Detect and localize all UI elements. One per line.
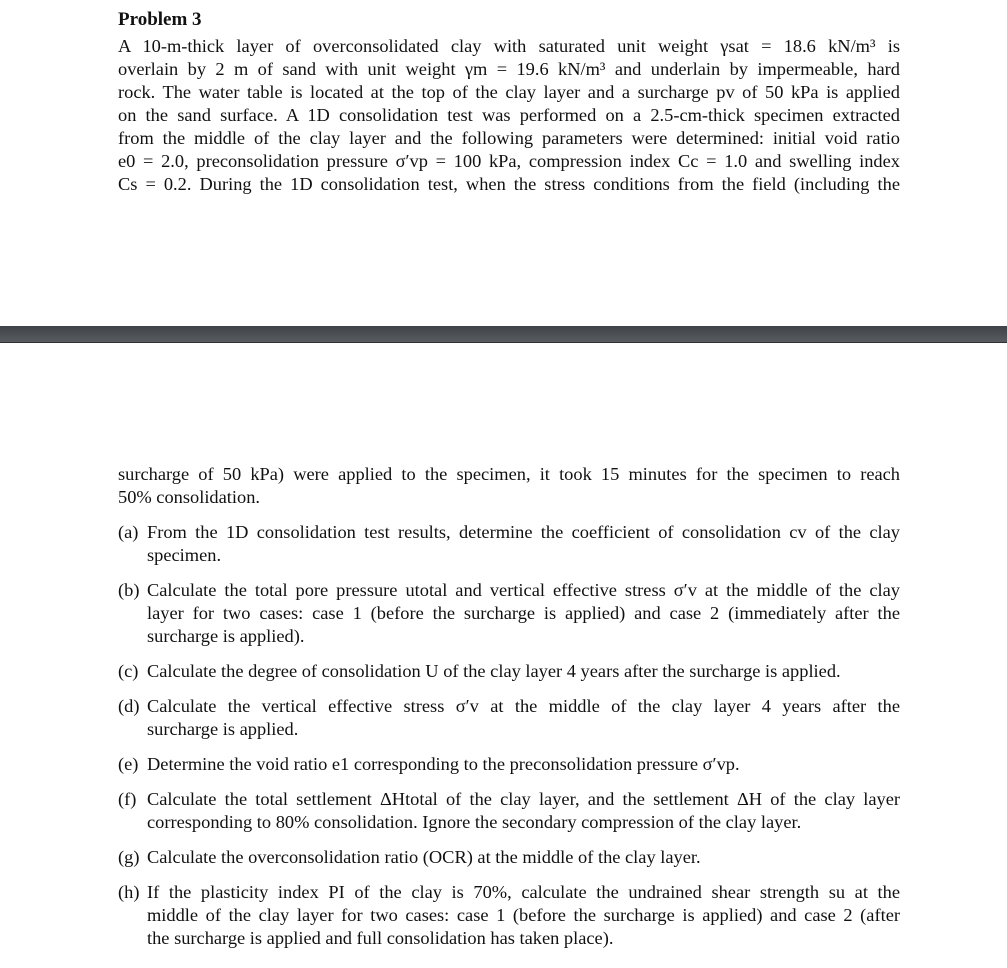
question-text <box>147 695 900 741</box>
question-line: surcharge is applied. <box>147 719 299 739</box>
question-item-e <box>118 753 900 776</box>
problem-heading: Problem 3 <box>118 9 202 30</box>
question-item-f <box>118 788 900 834</box>
question-line: specimen. <box>147 545 222 565</box>
question-line: Determine the void ratio e1 corresponding to the preconsolidation pressure σ′vp. <box>147 754 740 774</box>
problem-statement-top <box>118 8 900 196</box>
question-item-a <box>118 521 900 567</box>
question-line: Calculate the total pore pressure utotal and vertical effective stress σ′v at the middle of the clay <box>147 580 900 600</box>
question-text <box>147 788 900 834</box>
intro-line: rock. The water table is located at the top of the clay layer and a surcharge pv of 50 kPa is applied <box>118 82 900 102</box>
question-label: (c) <box>118 661 139 681</box>
question-text <box>147 881 900 950</box>
question-item-d <box>118 695 900 741</box>
question-list <box>118 521 900 950</box>
question-text <box>147 753 900 776</box>
intro-line: from the middle of the clay layer and the following parameters were determined: initial void ratio <box>118 128 900 148</box>
continuation-line: 50% consolidation. <box>118 487 260 507</box>
question-text <box>147 579 900 648</box>
question-line: Calculate the total settlement ΔHtotal of the clay layer, and the settlement ΔH of the clay layer <box>147 789 900 809</box>
problem-continuation-paragraph <box>118 463 900 509</box>
question-label: (b) <box>118 580 140 600</box>
problem-intro-paragraph <box>118 35 900 196</box>
question-label: (e) <box>118 754 139 774</box>
problem-statement-bottom <box>118 463 900 950</box>
question-item-b <box>118 579 900 648</box>
question-label: (a) <box>118 522 139 542</box>
intro-line: overlain by 2 m of sand with unit weight γm = 19.6 kN/m³ and underlain by impermeable, hard <box>118 59 900 79</box>
question-label: (d) <box>118 696 140 716</box>
intro-line: e0 = 2.0, preconsolidation pressure σ′vp = 100 kPa, compression index Cc = 1.0 and swelling index <box>118 151 900 171</box>
intro-line: Cs = 0.2. During the 1D consolidation test, when the stress conditions from the field (including the <box>118 174 900 194</box>
question-label: (g) <box>118 847 140 867</box>
page-break-divider <box>0 326 1007 343</box>
question-text <box>147 521 900 567</box>
question-line: the surcharge is applied and full consolidation has taken place). <box>147 928 614 948</box>
question-text <box>147 660 900 683</box>
question-item-c <box>118 660 900 683</box>
intro-line: A 10-m-thick layer of overconsolidated clay with saturated unit weight γsat = 18.6 kN/m³ is <box>118 36 900 56</box>
question-line: layer for two cases: case 1 (before the surcharge is applied) and case 2 (immediately after the <box>147 603 900 623</box>
question-line: Calculate the degree of consolidation U of the clay layer 4 years after the surcharge is applied. <box>147 661 841 681</box>
question-line: corresponding to 80% consolidation. Ignore the secondary compression of the clay layer. <box>147 812 802 832</box>
question-line: If the plasticity index PI of the clay is 70%, calculate the undrained shear strength su at the <box>147 882 900 902</box>
intro-line: on the sand surface. A 1D consolidation test was performed on a 2.5-cm-thick specimen extracted <box>118 105 900 125</box>
continuation-line: surcharge of 50 kPa) were applied to the specimen, it took 15 minutes for the specimen to reach <box>118 464 900 484</box>
question-line: middle of the clay layer for two cases: case 1 (before the surcharge is applied) and case 2 (after <box>147 905 900 925</box>
question-line: From the 1D consolidation test results, determine the coefficient of consolidation cv of the clay <box>147 522 900 542</box>
question-label: (f) <box>118 789 137 809</box>
question-line: Calculate the overconsolidation ratio (OCR) at the middle of the clay layer. <box>147 847 701 867</box>
question-text <box>147 846 900 869</box>
question-label: (h) <box>118 882 140 902</box>
question-item-g <box>118 846 900 869</box>
question-item-h <box>118 881 900 950</box>
question-line: Calculate the vertical effective stress σ′v at the middle of the clay layer 4 years after the <box>147 696 900 716</box>
question-line: surcharge is applied). <box>147 626 305 646</box>
